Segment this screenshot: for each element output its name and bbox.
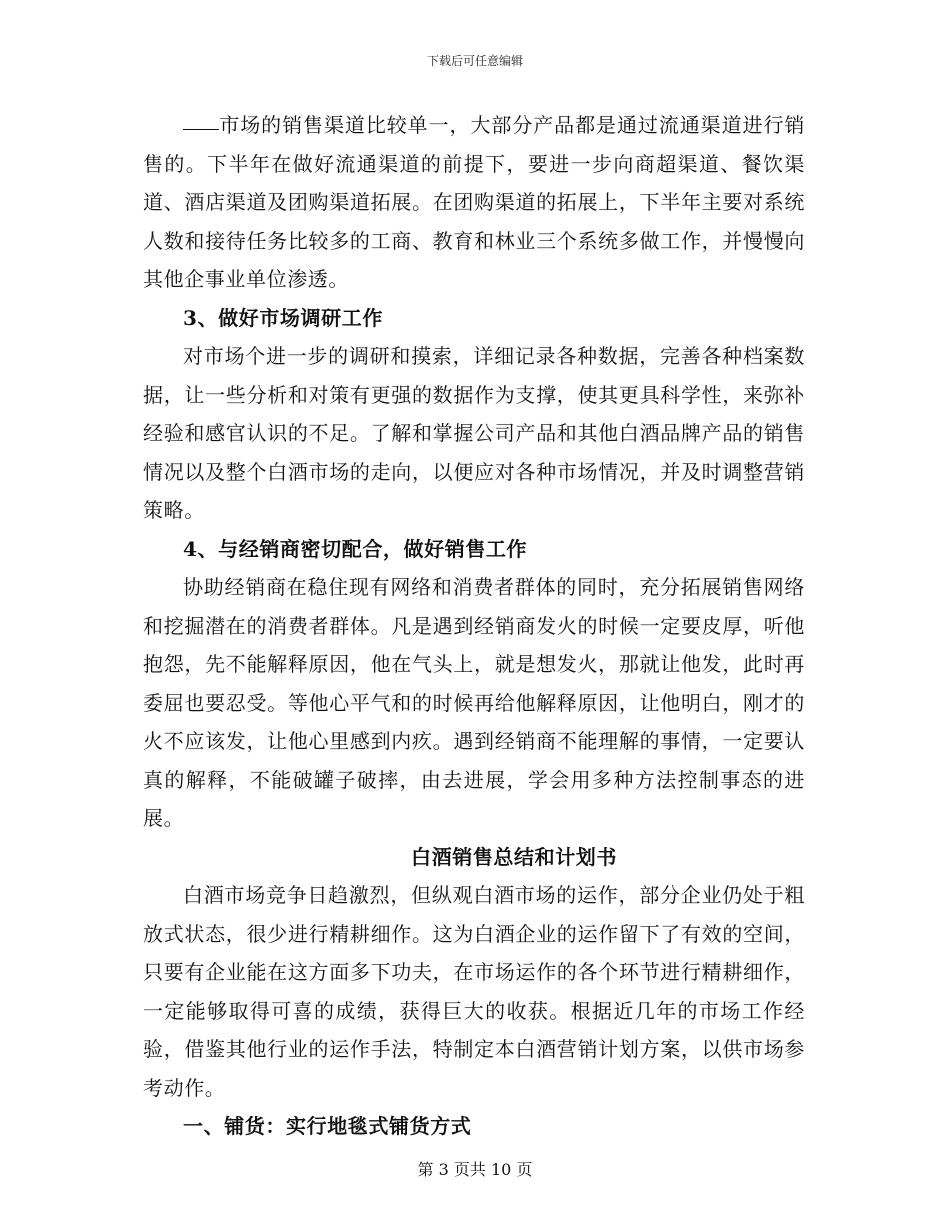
document-title: 白酒销售总结和计划书 — [411, 844, 617, 869]
paragraph-sales-channels — [143, 106, 805, 299]
page-footer: 第 3 页共 10 页 — [417, 1160, 533, 1179]
document-body — [143, 106, 805, 1146]
section-heading-market-research: 3、做好市场调研工作 — [183, 305, 383, 330]
section-heading-dealer-cooperation: 4、与经销商密切配合，做好销售工作 — [183, 536, 528, 561]
section-heading-distribution: 一、铺货：实行地毯式铺货方式 — [183, 1114, 472, 1138]
blank-underline — [183, 129, 219, 130]
paragraph-intro: 白酒市场竞争日趋激烈，但纵观白酒市场的运作，部分企业仍处于粗放式状态，很少进行精耕细作。这为白酒企业的运作留下了有效的空间，只要有企业能在这方面多下功夫，在市场运作的各个环节进行精耕细作，一定能够取得可喜的成绩，获得巨大的收获。根据近几年的市场工作经验，借鉴其他行业的运作手法，特制定本白酒营销计划方案，以供市场参考动作。 — [143, 883, 805, 1100]
paragraph-sales-channels-text: 市场的销售渠道比较单一，大部分产品都是通过流通渠道进行销售的。下半年在做好流通渠道的前提下，要进一步向商超渠道、餐饮渠道、酒店渠道及团购渠道拓展。在团购渠道的拓展上，下半年主要对系统人数和接待任务比较多的工商、教育和林业三个系统多做工作，并慢慢向其他企事业单位渗透。 — [143, 113, 805, 291]
paragraph-dealer-cooperation: 协助经销商在稳住现有网络和消费者群体的同时，充分拓展销售网络和挖掘潜在的消费者群体。凡是遇到经销商发火的时候一定要皮厚，听他抱怨，先不能解释原因，他在气头上，就是想发火，那就让他发，此时再委屈也要忍受。等他心平气和的时候再给他解释原因，让他明白，刚才的火不应该发，让他心里感到内疚。遇到经销商不能理解的事情，一定要认真的解释，不能破罐子破摔，由去进展，学会用多种方法控制事态的进展。 — [143, 575, 805, 830]
page-header: 下载后可任意编辑 — [426, 54, 523, 68]
paragraph-market-research: 对市场个进一步的调研和摸索，详细记录各种数据，完善各种档案数据，让一些分析和对策有更强的数据作为支撑，使其更具科学性，来弥补经验和感官认识的不足。了解和掌握公司产品和其他白酒品牌产品的销售情况以及整个白酒市场的走向，以便应对各种市场情况，并及时调整营销策略。 — [143, 344, 805, 522]
